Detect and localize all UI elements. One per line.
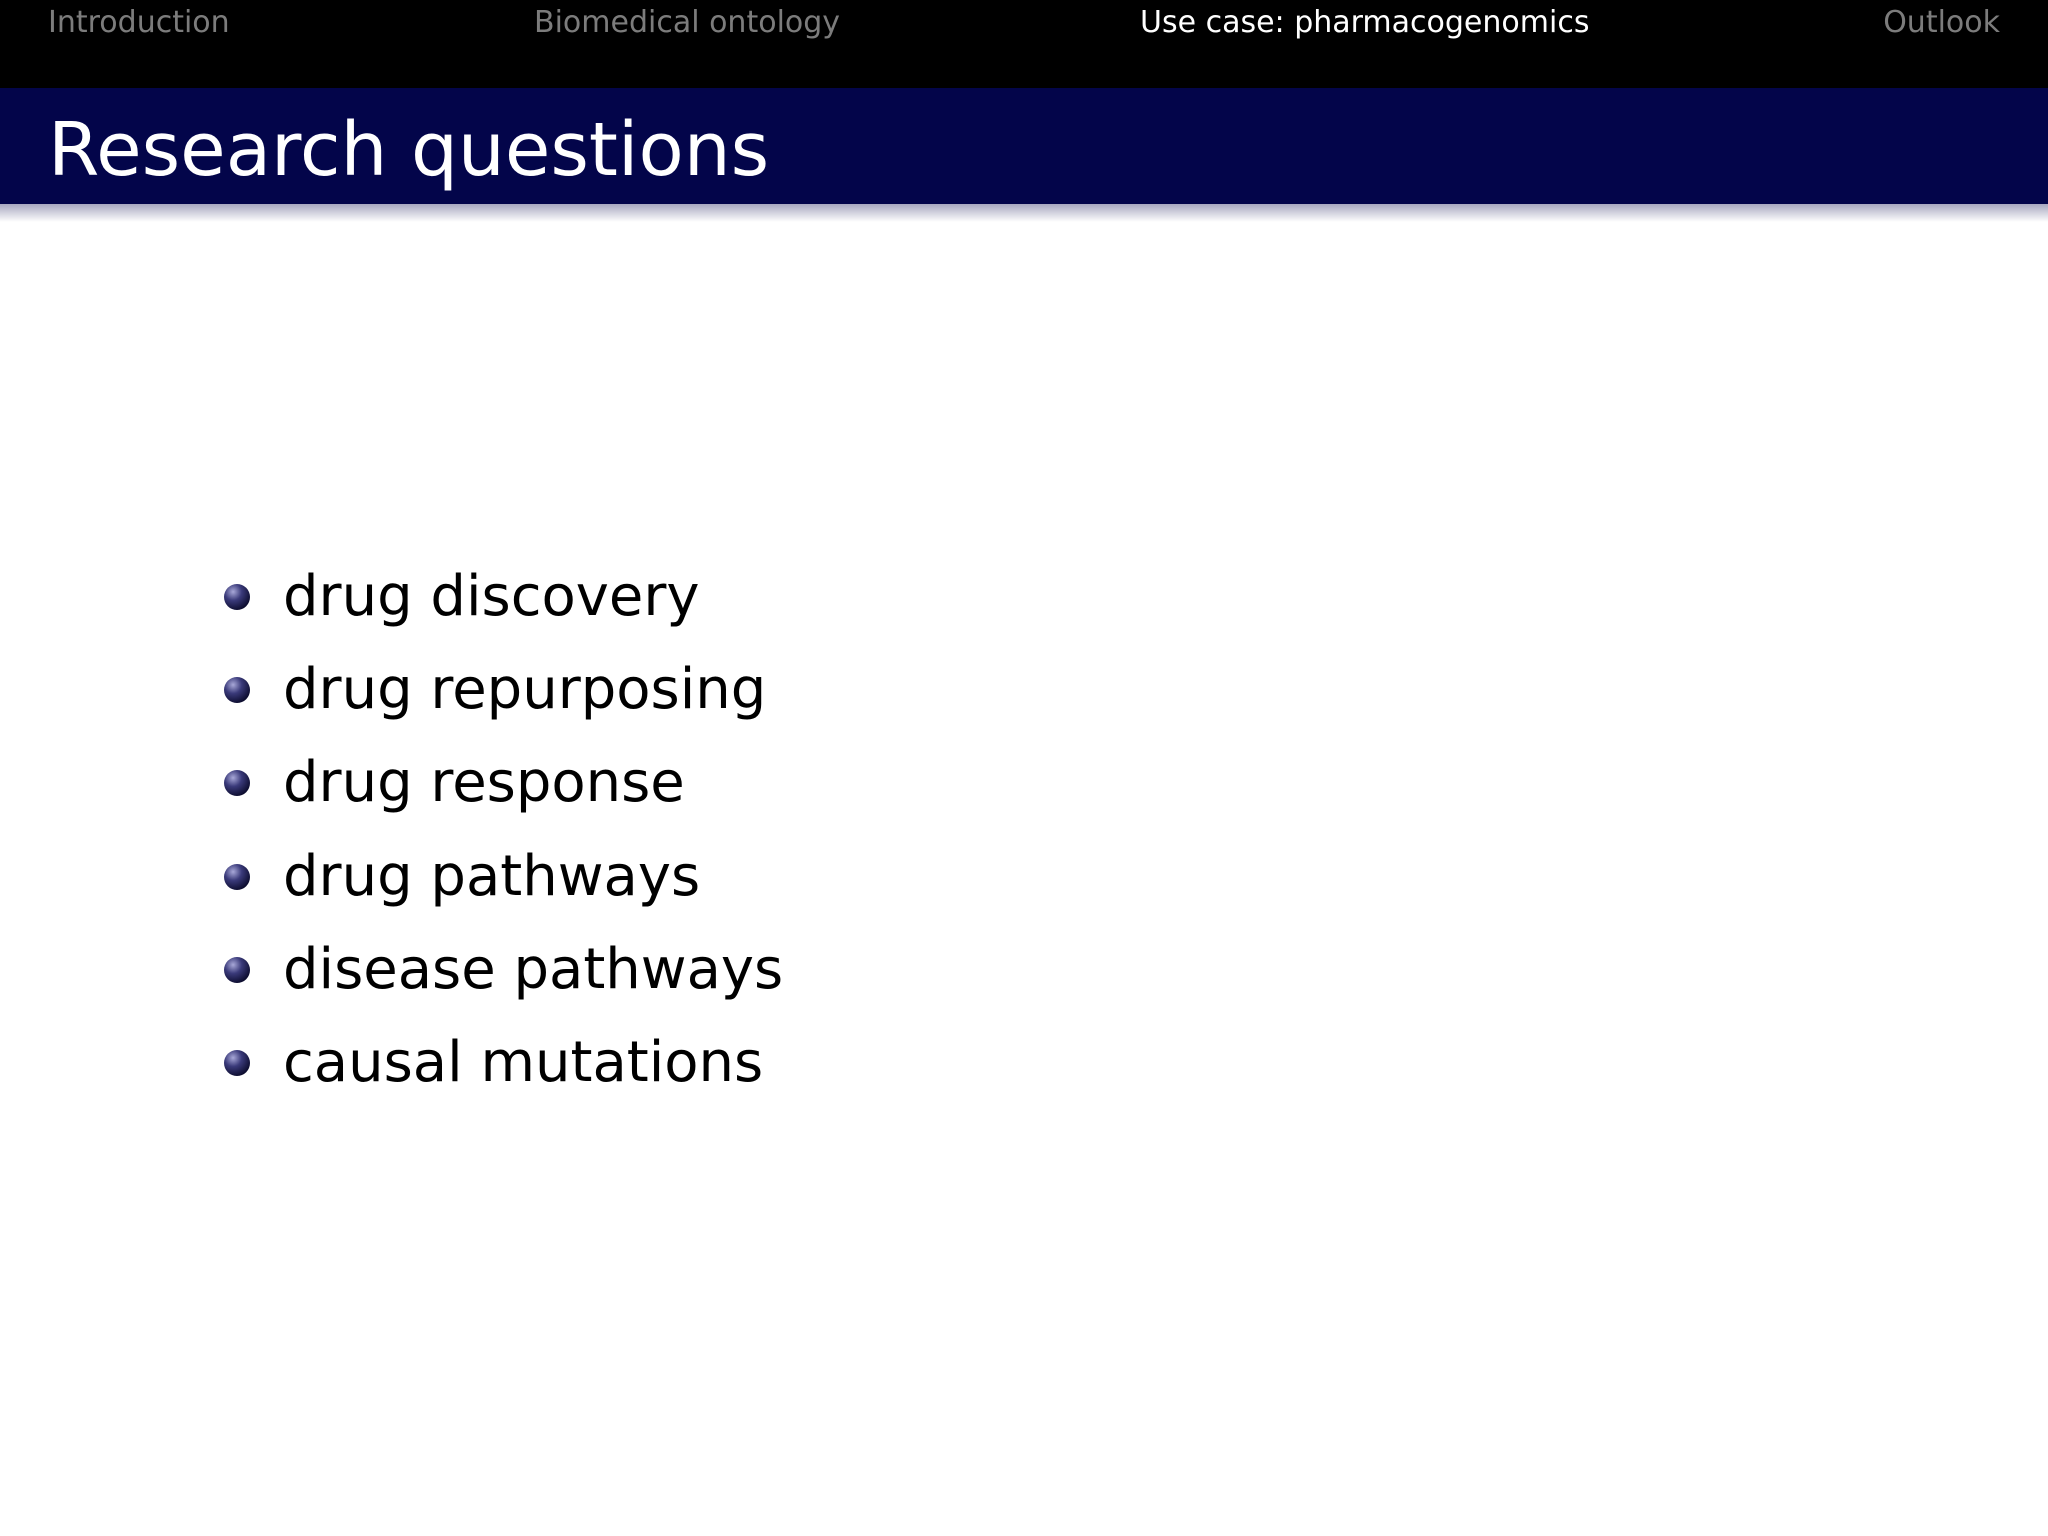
list-item: [220, 643, 1420, 736]
list-item: [220, 923, 1420, 1016]
ball-bullet-icon: [224, 584, 250, 610]
nav-section-outlook[interactable]: Outlook: [1883, 5, 2000, 40]
frame-title: Research questions: [48, 107, 770, 193]
list-item: [220, 1016, 1420, 1109]
list-item-text: drug discovery: [283, 563, 700, 629]
ball-bullet-icon: [224, 864, 250, 890]
frame-content: [220, 550, 1420, 1110]
ball-bullet-icon: [224, 1050, 250, 1076]
research-questions-list: [220, 550, 1420, 1110]
list-item-text: drug response: [283, 750, 685, 816]
nav-section-use-case[interactable]: Use case: pharmacogenomics: [1140, 5, 1590, 40]
ball-bullet-icon: [224, 957, 250, 983]
list-item-text: drug pathways: [283, 843, 701, 909]
list-item: [220, 830, 1420, 923]
ball-bullet-icon: [224, 770, 250, 796]
nav-section-biomedical-ontology[interactable]: Biomedical ontology: [534, 5, 841, 40]
section-navigation-bar: [0, 0, 2048, 88]
list-item-text: disease pathways: [283, 936, 784, 1002]
title-bar-shadow: [0, 204, 2048, 222]
ball-bullet-icon: [224, 677, 250, 703]
list-item-text: causal mutations: [283, 1030, 764, 1096]
list-item: [220, 737, 1420, 830]
list-item: [220, 550, 1420, 643]
list-item-text: drug repurposing: [283, 656, 767, 722]
nav-section-introduction[interactable]: Introduction: [48, 5, 230, 40]
